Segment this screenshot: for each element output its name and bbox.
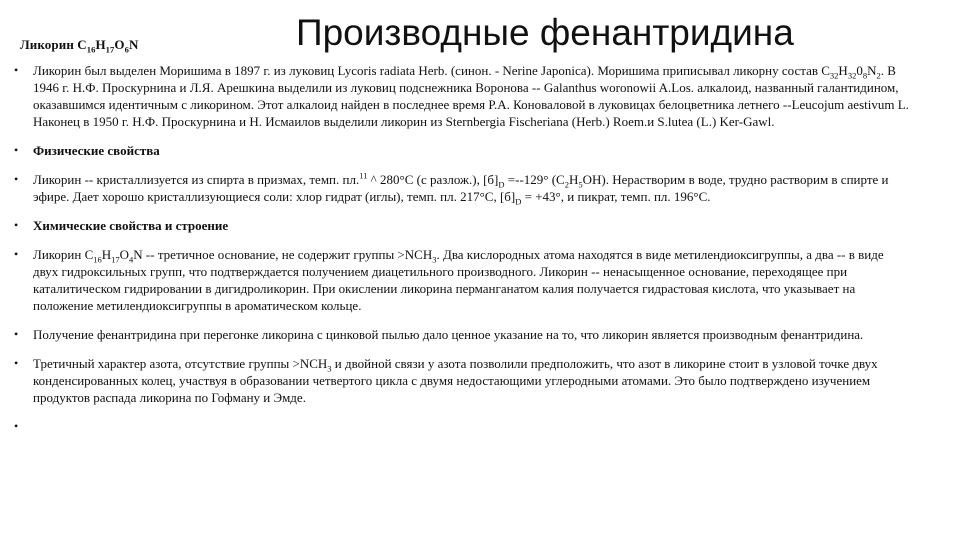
bullet: • [14, 143, 19, 157]
formula-label: Ликорин $С_{16}Н_{17}О_6N$ [20, 37, 139, 55]
paragraph-physical-properties: • Ликорин -- кристаллизуется из спирта в призмах, темп. пл.$^{11}$ ^ 280°С (с разлож.), $[б]_D =--129^\circ$ $(С_2Н_5ОН)$. Нерастворим в воде, трудно растворим в спирте и эфире. Дает хорошо кристаллизующиеся соли: хлор гидрат (иглы), темп. пл. 217°С, $[б]_D = +43^\circ$, и пикрат, темп. пл. 196°С. [14, 170, 889, 207]
slide-body [12, 62, 912, 447]
empty-bullet-item [12, 418, 912, 435]
paragraph-chemical-properties: • Ликорин $С_{16}Н_{17}О_4N$ -- третичное основание, не содержит группы $>NCH_3$. Два кислородных атома находятся в виде метилендиоксигруппы, а два -- в виде двух гидроксильных групп, что подтверждается получением диацетильного производного. Ликорин -- ненасыщенное основание, переходящее при каталитическом гидрировании в дигидроликорин. При окислении ликорина перманганатом калия получается гидрастовая кислота, что указывает на положение метилендиоксигруппы в ароматическом кольце. [14, 247, 884, 313]
paragraph-nitrogen: • Третичный характер азота, отсутствие группы $>NCH_3$ и двойной связи у азота позволили предположить, что азот в ликорине стоит в узловой точке двух конденсированных колец, участвуя в образовании четвертого цикла с двумя недостающими углеродными атомами. Это было подтверждено изучением продуктов распада ликорина по Гофману и Эмде. [14, 356, 878, 405]
bullet: • [14, 63, 19, 77]
heading-chemical-properties: • Химические свойства и строение [14, 218, 229, 233]
bullet: • [14, 172, 19, 186]
bullet: • [14, 218, 19, 232]
bullet: • [14, 327, 19, 341]
bullet: • [14, 419, 19, 433]
paragraph-phenanthridine: • Получение фенантридина при перегонке ликорина с цинковой пылью дало ценное указание на то, что ликорин является производным фенантридина. [14, 327, 864, 342]
paragraph-history: • Ликорин был выделен Моришима в 1897 г. из луковиц Lycoris radiata Herb. (синон. - Nerine Japonica). Моришима приписывал ликорну состав $С_{32}Н_{32}0_8N_2$. В 1946 г. Н.Ф. Проскурнина и Л.Я. Арешкина выделили из луковиц подснежника Воронова -- Galanthus woronowii A.Los. алкалоид, названный галантидином, оказавшимся идентичным с ликорином. Этот алкалоид найден в последнее время Р.А. Коноваловой в луковицах белоцветника летнего --Leucojum aestivum L. Наконец в 1950 г. Н.Ф. Проскурнина и Н. Исмаилов выделили ликорин из Sternbergia Fischeriana (Herb.) Roem.и S.lutea (L.) Ker-Gawl. [14, 63, 909, 129]
slide-title: Производные фенантридина [296, 12, 794, 53]
bullet: • [14, 247, 19, 261]
heading-physical-properties: • Физические свойства [14, 143, 160, 158]
bullet: • [14, 356, 19, 370]
